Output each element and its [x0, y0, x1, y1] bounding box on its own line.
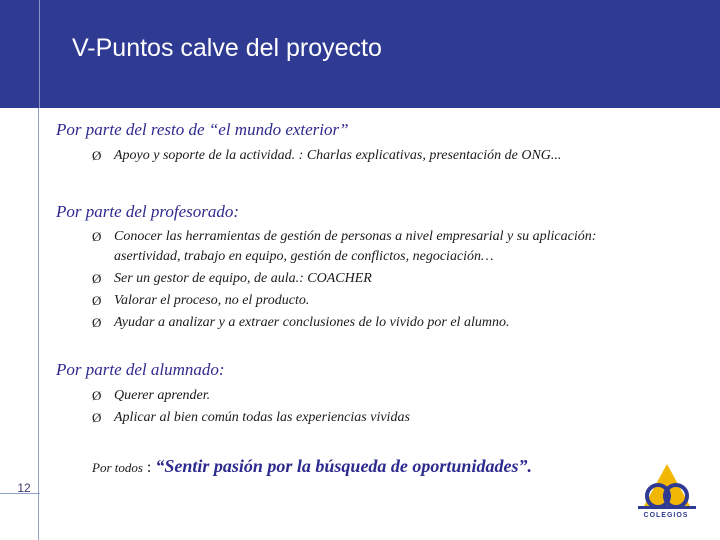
closing-colon: :: [146, 459, 152, 476]
list-item: Ø Conocer las herramientas de gestión de personas a nivel empresarial y su aplicación: asertividad, trabajo en equipo, gestión de conflictos, negociación…: [92, 229, 597, 264]
list-item: Ø Ayudar a analizar y a extraer conclusiones de lo vivido por el alumno.: [92, 313, 652, 333]
list-item: Ø Apoyo y soporte de la actividad. : Charlas explicativas, presentación de ONG...: [92, 146, 652, 166]
arrowhead-bullet-icon: Ø: [92, 315, 102, 330]
logo-label: COLEGIOS: [643, 512, 689, 519]
list-item: Ø Ser un gestor de equipo, de aula.: COACHER: [92, 269, 652, 289]
header-bar: [0, 0, 720, 108]
list-item: Ø Aplicar al bien común todas las experiencias vividas: [92, 408, 652, 428]
closing-statement: [92, 456, 532, 477]
header-divider: [39, 0, 40, 108]
bullet-list-exterior: [92, 146, 652, 168]
arrowhead-bullet-icon: Ø: [92, 148, 102, 163]
arrowhead-bullet-icon: Ø: [92, 271, 102, 286]
list-item: Ø Querer aprender.: [92, 386, 652, 406]
slide-title: V-Puntos calve del proyecto: [72, 34, 382, 62]
left-margin-rule: [38, 108, 39, 540]
section-heading-alumnado: Por parte del alumnado:: [56, 360, 225, 379]
section-heading-exterior: Por parte del resto de “el mundo exterior”: [56, 120, 349, 139]
arrowhead-bullet-icon: Ø: [92, 388, 102, 403]
closing-quote: “Sentir pasión por la búsqueda de oportunidades”.: [155, 456, 532, 476]
closing-prefix: Por todos: [92, 460, 143, 475]
list-item: Ø Valorar el proceso, no el producto.: [92, 291, 652, 311]
logo-base: [638, 506, 696, 509]
section-heading-profesorado: Por parte del profesorado:: [56, 202, 240, 221]
page-number: 12: [17, 481, 31, 495]
arrowhead-bullet-icon: Ø: [92, 410, 102, 425]
bullet-list-profesorado: [92, 227, 652, 335]
bullet-list-alumnado: [92, 386, 652, 430]
arrowhead-bullet-icon: Ø: [92, 229, 102, 244]
arrowhead-bullet-icon: Ø: [92, 293, 102, 308]
